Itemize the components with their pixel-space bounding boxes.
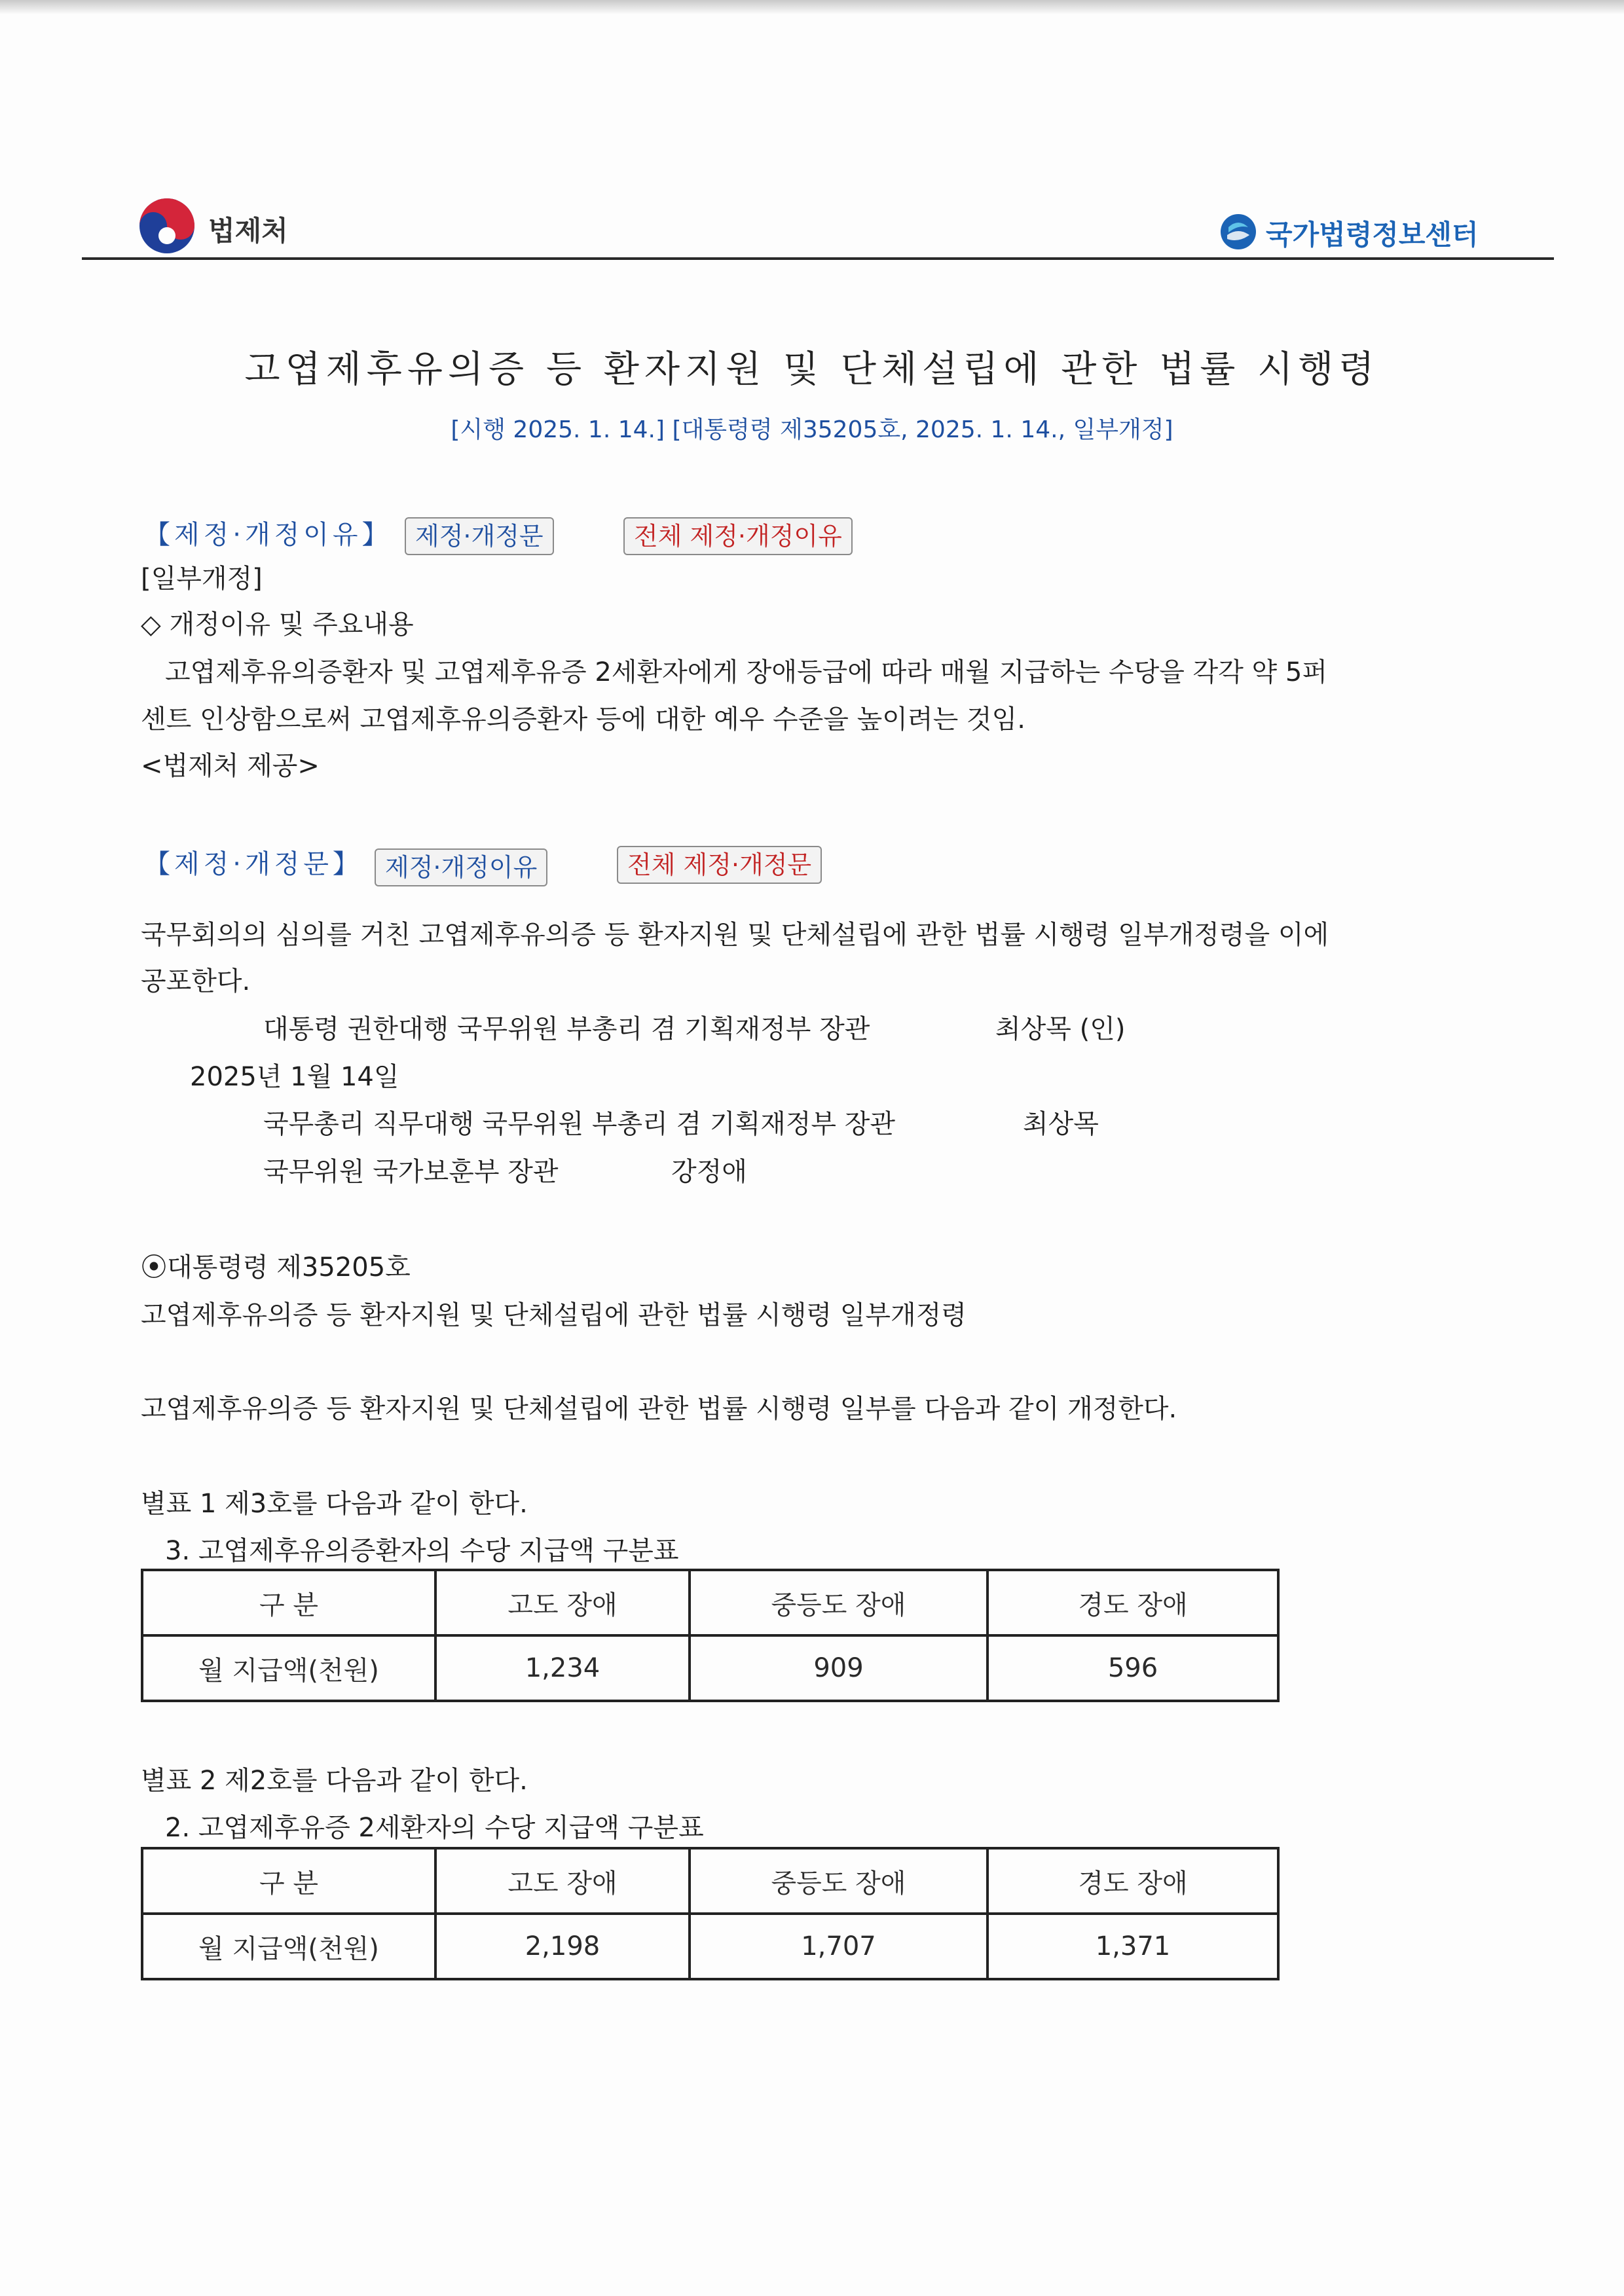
- law-center-logo-icon: [1219, 213, 1257, 251]
- all-amendment-reasons-button[interactable]: 전체 제정·개정이유: [623, 517, 853, 555]
- table-header-row: [142, 1848, 1278, 1914]
- table-row: [142, 1914, 1278, 1979]
- law-title: 고엽제후유의증 등 환자지원 및 단체설립에 관한 법률 시행령: [244, 348, 1380, 391]
- table-cell: 월 지급액(천원): [142, 1635, 435, 1701]
- table-header-row: [142, 1570, 1278, 1635]
- reason-heading: ◇ 개정이유 및 주요내용: [141, 610, 414, 640]
- table-cell: 909: [690, 1635, 987, 1701]
- table-header-cell: 경도 장애: [987, 1848, 1278, 1914]
- reason-paragraph-line2: 센트 인상함으로써 고엽제후유의증환자 등에 대한 예우 수준을 높이려는 것임.: [141, 704, 1025, 735]
- table-cell: 1,371: [987, 1914, 1278, 1979]
- taegeuk-logo-icon: [138, 196, 196, 255]
- signer2-title: 국무총리 직무대행 국무위원 부총리 겸 기획재정부 장관: [263, 1109, 896, 1139]
- table-cell: 2,198: [435, 1914, 690, 1979]
- table-header-cell: 구 분: [142, 1848, 435, 1914]
- signer2-name: 최상목: [1023, 1109, 1099, 1139]
- signer3-title: 국무위원 국가보훈부 장관: [263, 1157, 559, 1187]
- org-name-left: 법제처: [208, 215, 288, 247]
- org-name-right: 국가법령정보센터: [1266, 219, 1479, 251]
- table-header-cell: 중등도 장애: [690, 1848, 987, 1914]
- table-header-cell: 고도 장애: [435, 1848, 690, 1914]
- amendment-intro: 고엽제후유의증 등 환자지원 및 단체설립에 관한 법률 시행령 일부를 다음과 같이 개정한다.: [141, 1394, 1177, 1424]
- decree-title: 고엽제후유의증 등 환자지원 및 단체설립에 관한 법률 시행령 일부개정령: [141, 1300, 967, 1330]
- table-cell: 월 지급액(천원): [142, 1914, 435, 1979]
- allowance-table-2: [141, 1847, 1280, 1980]
- promulgation-line1: 국무회의의 심의를 거친 고엽제후유의증 등 환자지원 및 단체설립에 관한 법률 시행령 일부개정령을 이에: [141, 920, 1329, 950]
- amendment-reason-button[interactable]: 제정·개정이유: [375, 848, 547, 886]
- table-row: [142, 1635, 1278, 1701]
- table1-intro: 별표 1 제3호를 다음과 같이 한다.: [141, 1489, 528, 1519]
- law-subtitle: [시행 2025. 1. 14.] [대통령령 제35205호, 2025. 1. 14., 일부개정]: [451, 416, 1173, 443]
- table-header-cell: 구 분: [142, 1570, 435, 1635]
- reason-paragraph-line1: 고엽제후유의증환자 및 고엽제후유증 2세환자에게 장애등급에 따라 매월 지급하는 수당을 각각 약 5퍼: [165, 657, 1328, 687]
- header-divider: [82, 257, 1554, 260]
- table-cell: 596: [987, 1635, 1278, 1701]
- table-header-cell: 중등도 장애: [690, 1570, 987, 1635]
- promulgation-line2: 공포한다.: [141, 966, 251, 996]
- table-cell: 1,234: [435, 1635, 690, 1701]
- table2-caption: 2. 고엽제후유증 2세환자의 수당 지급액 구분표: [165, 1813, 704, 1843]
- allowance-table-1: [141, 1569, 1280, 1702]
- signer1-title: 대통령 권한대행 국무위원 부총리 겸 기획재정부 장관: [263, 1014, 870, 1044]
- reason-source: <법제처 제공>: [141, 751, 320, 781]
- promulgation-date: 2025년 1월 14일: [190, 1062, 399, 1092]
- decree-number: ⦿대통령령 제35205호: [141, 1252, 411, 1283]
- amendment-text-button[interactable]: 제정·개정문: [405, 517, 554, 555]
- scan-edge: [0, 0, 1624, 14]
- table-cell: 1,707: [690, 1914, 987, 1979]
- amendment-type: [일부개정]: [141, 564, 263, 594]
- table2-intro: 별표 2 제2호를 다음과 같이 한다.: [141, 1766, 528, 1796]
- signer1-name: 최상목 (인): [995, 1014, 1126, 1044]
- reason-section-label: 【제정·개정이유】: [144, 520, 392, 550]
- table1-caption: 3. 고엽제후유의증환자의 수당 지급액 구분표: [165, 1536, 679, 1566]
- text-section-label: 【제정·개정문】: [144, 849, 363, 879]
- all-amendment-text-button[interactable]: 전체 제정·개정문: [617, 846, 822, 884]
- table-header-cell: 고도 장애: [435, 1570, 690, 1635]
- signer3-name: 강정애: [671, 1157, 747, 1187]
- table-header-cell: 경도 장애: [987, 1570, 1278, 1635]
